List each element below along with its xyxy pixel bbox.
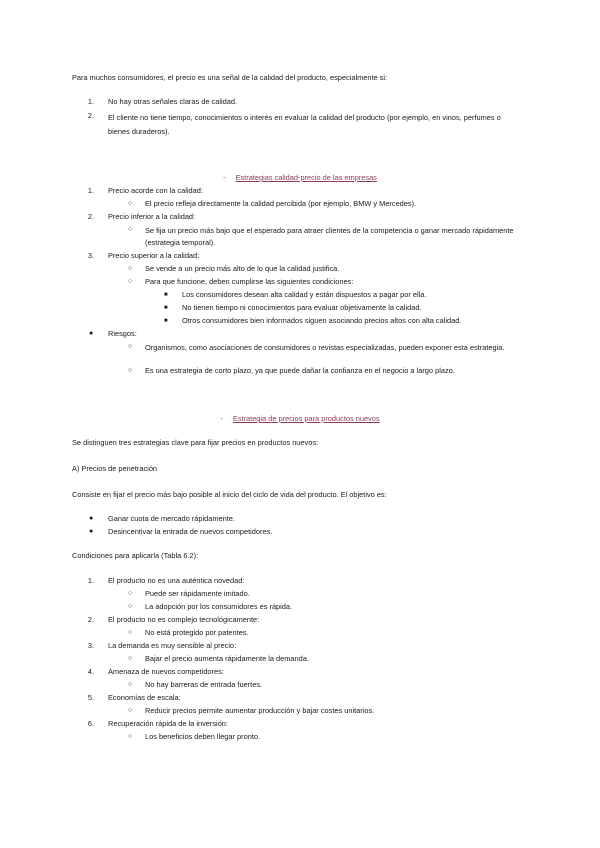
list-item: No hay otras señales claras de calidad. xyxy=(108,97,237,106)
condition-detail: Los beneficios deben llegar pronto. xyxy=(145,732,261,741)
hollow-bullet-icon: ○ xyxy=(128,343,133,350)
condition-item: Los consumidores desean alta calidad y están dispuestos a pagar por ella. xyxy=(182,290,427,299)
list-number: 3. xyxy=(87,251,94,260)
strategy-label: Precio acorde con la calidad: xyxy=(108,186,203,195)
section-intro: Se distinguen tres estrategias clave para fijar precios en productos nuevos: xyxy=(72,438,319,447)
hollow-bullet-icon: ○ xyxy=(128,226,133,233)
definition-text: Consiste en fijar el precio más bajo posible al inicio del ciclo de vida del producto. El objetivo es: xyxy=(72,490,387,499)
risk-item: Organismos, como asociaciones de consumidores o revistas especializadas, pueden exponer esta estrategia. xyxy=(145,343,505,352)
condition-detail: Bajar el precio aumenta rápidamente la demanda. xyxy=(145,654,309,663)
strategy-label: Precio superior a la calidad: xyxy=(108,251,200,260)
condition-detail: La adopción por los consumidores es rápida. xyxy=(145,602,293,611)
filled-bullet-icon: ● xyxy=(89,515,94,522)
list-number: 3. xyxy=(87,641,94,650)
list-number: 1. xyxy=(87,97,94,106)
conditions-label: Condiciones para aplicarla (Tabla 6.2): xyxy=(72,551,199,560)
condition-detail: No está protegido por patentes. xyxy=(145,628,249,637)
hollow-bullet-icon: ○ xyxy=(128,681,133,688)
square-bullet-icon: ■ xyxy=(164,318,168,324)
heading-title: Estrategia de precios para productos nuevos xyxy=(232,414,380,423)
square-bullet-icon: ■ xyxy=(164,305,168,311)
objective-item: Ganar cuota de mercado rápidamente. xyxy=(108,514,235,523)
condition-detail: Reducir precios permite aumentar producción y bajar costes unitarios. xyxy=(145,706,375,715)
condition-detail: No hay barreras de entrada fuertes. xyxy=(145,680,263,689)
condition-item: No tienen tiempo ni conocimientos para evaluar objetivamente la calidad. xyxy=(182,303,422,312)
hollow-bullet-icon: ○ xyxy=(128,265,133,272)
hollow-bullet-icon: ○ xyxy=(128,733,133,740)
condition-label: La demanda es muy sensible al precio: xyxy=(108,641,237,650)
strategy-description: Se vende a un precio más alto de lo que la calidad justifica. xyxy=(145,264,340,273)
condition-label: El producto no es complejo tecnológicamente: xyxy=(108,615,260,624)
condition-label: Amenaza de nuevos competidores: xyxy=(108,667,224,676)
strategy-description: Para que funcione, deben cumplirse las siguientes condiciones: xyxy=(145,277,354,286)
list-number: 1. xyxy=(87,576,94,585)
strategy-label: Precio inferior a la calidad: xyxy=(108,212,196,221)
hollow-bullet-icon: ○ xyxy=(128,200,133,207)
list-number: 2. xyxy=(87,615,94,624)
hollow-bullet-icon: ○ xyxy=(128,707,133,714)
risk-item: Es una estrategia de corto plazo, ya que puede dañar la confianza en el negocio a largo plazo. xyxy=(145,366,455,375)
heading-dash: - xyxy=(223,173,226,182)
filled-bullet-icon: ● xyxy=(89,330,94,337)
hollow-bullet-icon: ○ xyxy=(128,655,133,662)
hollow-bullet-icon: ○ xyxy=(128,367,133,374)
condition-label: Recuperación rápida de la inversión: xyxy=(108,719,228,728)
list-number: 1. xyxy=(87,186,94,195)
hollow-bullet-icon: ○ xyxy=(128,590,133,597)
intro-text: Para muchos consumidores, el precio es una señal de la calidad del producto, especialmente si: xyxy=(72,73,388,82)
hollow-bullet-icon: ○ xyxy=(128,278,133,285)
filled-bullet-icon: ● xyxy=(89,528,94,535)
hollow-bullet-icon: ○ xyxy=(128,629,133,636)
subsection-title: A) Precios de penetración xyxy=(72,464,158,473)
heading-dash: - xyxy=(220,414,223,423)
list-number: 2. xyxy=(87,212,94,221)
list-number: 5. xyxy=(87,693,94,702)
strategy-description: Se fija un precio más bajo que el esperado para atraer clientes de la competencia o ganar mercado rápidamente (estrategia temporal). xyxy=(145,226,514,247)
list-number: 6. xyxy=(87,719,94,728)
objective-item: Desincentivar la entrada de nuevos competidores. xyxy=(108,527,273,536)
section-heading-productos-nuevos xyxy=(0,414,600,424)
condition-label: Economías de escala: xyxy=(108,693,181,702)
list-number: 4. xyxy=(87,667,94,676)
list-item: El cliente no tiene tiempo, conocimientos o interés en evaluar la calidad del producto (por ejemplo, en vinos, perfumes o bienes duraderos). xyxy=(108,113,501,136)
square-bullet-icon: ■ xyxy=(164,292,168,298)
section-heading-calidad-precio xyxy=(0,173,600,183)
risks-label: Riesgos: xyxy=(108,329,137,338)
condition-label: El producto no es una auténtica novedad: xyxy=(108,576,245,585)
strategy-description: El precio refleja directamente la calidad percibida (por ejemplo, BMW y Mercedes). xyxy=(145,199,417,208)
heading-title: Estrategias calidad-precio de las empresas xyxy=(235,173,377,182)
hollow-bullet-icon: ○ xyxy=(128,603,133,610)
condition-item: Otros consumidores bien informados siguen asociando precios altos con alta calidad. xyxy=(182,316,462,325)
condition-detail: Puede ser rápidamente imitado. xyxy=(145,589,250,598)
list-number: 2. xyxy=(87,111,94,120)
